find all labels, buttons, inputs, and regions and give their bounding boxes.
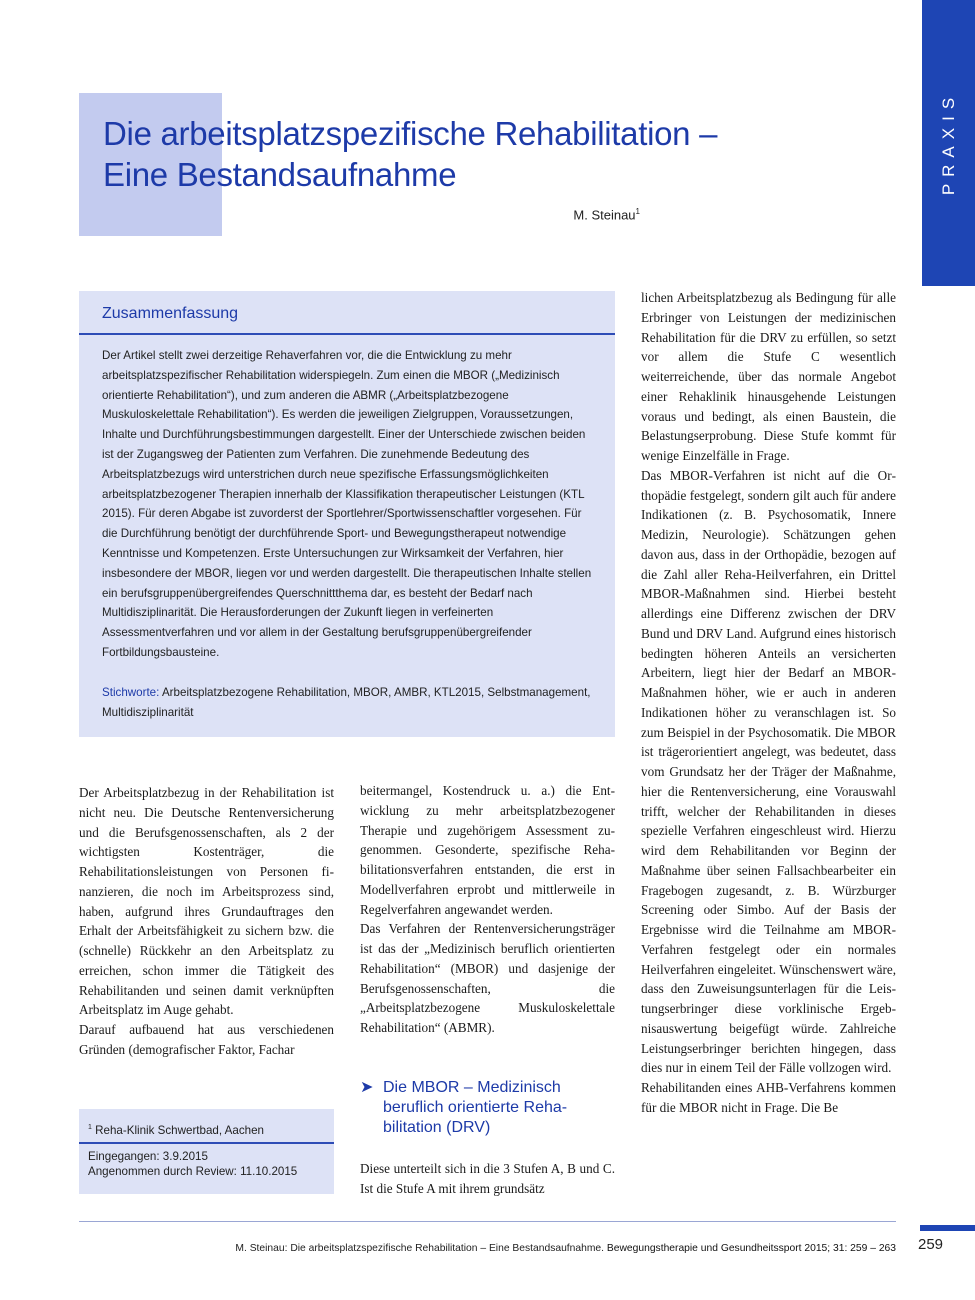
journal-reference: Bewegungstherapie und Gesundheitssport 2015; 31: 259 – 263: [606, 1243, 896, 1254]
body-paragraph: lichen Arbeitsplatzbezug als Bedingung für alle Erbringer von Leistungen der medizinischen Rehabilitation für die DRV zu erfüllen, so setzt vor allem die Stufe C wesentlich weiterreichende, über das normale Angebot einer Rehaklinik hinausgehende Leistungen voraus und bedingt, als einen Baustein, die Belastungserprobung. Diese Stufe kommt für wenige Einzelfälle in Frage.: [641, 290, 896, 463]
title-line-2: Eine Bestandsaufnahme: [103, 156, 457, 193]
page-number-bar: [920, 1225, 975, 1231]
body-column-2: [360, 781, 615, 1038]
abstract-heading: Zusammenfassung: [102, 305, 239, 322]
body-paragraph: Der Arbeitsplatzbezug in der Rehabilitation ist nicht neu. Die Deutsche Rentenversicherung und die Berufsgenossenschaften, als 2 der wichtigsten Kostenträger, die Rehabilitationsleistungen von Personen finanzieren, die noch im Arbeitsprozess sind, haben, aufgrund ihres Grundauftrages den Erhalt der Arbeitsfähigkeit zu sichern bzw. die (schnelle) Rückkehr an den Arbeitsplatz zu erreichen, schon immer die Tätigkeit des Rehabilitanden und seinen damit verknüpften Arbeitsplatz im Auge gehabt.: [79, 785, 334, 1018]
author-name: M. Steinau: [573, 207, 636, 223]
body-paragraph: Das Verfahren der Rentenversicherungsträger ist das der „Medizinisch beruflich orientierten Rehabilitation“ (MBOR) und dasjenige der Berufsgenossenschaften, die „Arbeitsplatzbezogene Muskuloskelettale Rehabilitation“ (ABMR).: [360, 921, 615, 1035]
accepted-date: Angenommen durch Review: 11.10.2015: [88, 1165, 298, 1178]
article-title: [103, 113, 863, 195]
footer-citation: [210, 1243, 896, 1254]
body-paragraph: beitermangel, Kostendruck u. a.) die Entwicklung zu mehr arbeitsplatzbezogener Therapie und zugehörigem Assessment zugenommen. Gesonderte, spezifische Rehabilitationsverfahren entstanden, die erst in Modellverfahren erprobt und mittlerweile in Regelverfahren angewandet werden.: [360, 783, 615, 917]
keywords: [102, 683, 592, 723]
section-title: Die MBOR – Medizinisch beruflich orientierte Rehabilitation (DRV): [383, 1079, 568, 1136]
footnote-dates: [88, 1149, 297, 1179]
body-paragraph: Diese unterteilt sich in die 3 Stufen A, B und C. Ist die Stufe A mit ihrem grundsätz: [360, 1161, 615, 1196]
body-column-2-continued: [360, 1159, 615, 1199]
abstract-divider: [79, 333, 615, 335]
section-tab: [922, 0, 975, 286]
body-column-1: [79, 783, 334, 1060]
footnote-divider: [79, 1142, 334, 1144]
author: [500, 207, 640, 222]
title-line-1: Die arbeitsplatzspezifische Rehabilitation –: [103, 115, 718, 152]
arrow-icon: ➤: [360, 1079, 374, 1096]
footnote-mark: 1: [88, 1124, 92, 1132]
body-column-3: [641, 288, 896, 1118]
author-note-mark: 1: [635, 207, 640, 216]
section-tab-label: PRAXIS: [938, 90, 958, 196]
keywords-list: Arbeitsplatzbezogene Rehabilitation, MBOR, AMBR, KTL2015, Selbstmanagement, Multidisziplinarität: [102, 686, 591, 719]
footnote-box: [79, 1109, 334, 1194]
footnote-affiliation: [88, 1124, 264, 1137]
abstract-text: Der Artikel stellt zwei derzeitige Rehaverfahren vor, die die Entwicklung zu mehr arbeitsplatzspezifischer Rehabilitation widerspiegeln. Zum einen die MBOR („Medizinisch orientierte Rehabilitation“), und zum anderen die ABMR („Arbeitsplatzbezogene Muskuloskelettale Rehabilitation“). Es werden die jeweiligen Zielgruppen, Voraussetzungen, Inhalte und Durchführungsbestimmungen dargestellt. Einer der Unterschiede zwischen beiden ist der Zugangsweg der Patienten zum Verfahren. Die zunehmende Bedeutung des Arbeitsplatzbezugs wird unterstrichen durch neue spezifische Erfassungsmöglichkeiten arbeitsplatzbezogener Therapien innerhalb der Klassifikation therapeutischer Leistungen (KTL 2015). Für deren Abgabe ist zuvorderst der Sportlehrer/Sportwissenschaftler vorgesehen. Für die Durchführung benötigt der durchführende Sport- und Bewegungstherapeut notwendige Kenntnisse und Kompetenzen. Erste Untersuchungen zur Wirksamkeit der Verfahren, hier insbesondere der MBOR, liegen vor und werden dargestellt. Die therapeutischen Inhalte stellen ein berufsgruppenübergreifendes Querschnittthema dar, es besteht der Bedarf nach Multidisziplinarität. Die Herausforderungen der Zukunft liegen in verfeinerten Assessmentverfahren und vor allem in der Gestaltung berufsgruppenübergreifender Fortbildungsbausteine.: [102, 349, 592, 659]
affiliation-text: Reha-Klinik Schwertbad, Aachen: [95, 1124, 264, 1137]
body-paragraph: Rehabilitanden eines AHB-Verfahrens kommen für die MBOR nicht in Frage. Die Be: [641, 1080, 896, 1115]
body-paragraph: Das MBOR-Verfahren ist nicht auf die Orthopädie festgelegt, sondern gilt auch für andere Indikationen (z. B. Psychosomatik, Innere Medizin, Neurologie). Schätzungen gehen davon aus, dass in der Orthopädie, bezogen auf die Zahl aller Reha-Heilverfahren, ein Drittel MBOR-Maßnahmen sind. Hierbei besteht allerdings eine Differenz zwischen der DRV Bund und DRV Land. Aufgrund eines historisch bedingten höheren Anteils an versicherten Arbeitern, liegt hier der Bedarf an MBOR-Maßnahmen höher, wie er auch in anderen Indikationen höher zu veranschlagen ist. So zum Beispiel in der Psychosomatik. Die MBOR ist trägerorientiert angelegt, was bedeutet, dass vom Grundsatz her der Träger der Maßnahme, hier die Rentenversicherung, eine Vorauswahl trifft, welcher der Rehabilitanden in dieses spezielle Verfahren eingeschleust wird. Hierzu wird dem Rehabilitanden vor Beginn der Maßnahme über seinen Fallsachbearbeiter ein Fragebogen zugesandt, z. B. Würzburger Screening oder Simbo. Auf der Basis der Ergebnisse wird die Teilnahme am MBOR-Verfahren festgelegt oder ein normales Heilverfahren eingeleitet. Wünschenswert wäre, dass den Zuweisungsunterlagen für die Leistungserbringer diese vorklinische Ergebnisauswertung beigefügt würde. Zahlreiche Leistungserbringer berichten hingegen, dass dies nur in einem Teil der Fälle vollzogen wird.: [641, 467, 896, 1076]
abstract-box: [79, 291, 615, 737]
page-number: 259: [918, 1236, 944, 1253]
keywords-label: Stichworte:: [102, 686, 160, 699]
footer-divider: [79, 1221, 896, 1222]
citation-text: M. Steinau: Die arbeitsplatzspezifische Rehabilitation – Eine Bestandsaufnahme.: [235, 1243, 605, 1254]
received-date: Eingegangen: 3.9.2015: [88, 1150, 208, 1163]
body-paragraph: Darauf aufbauend hat aus verschiedenen Gründen (demografischer Faktor, Fachar: [79, 1022, 334, 1057]
